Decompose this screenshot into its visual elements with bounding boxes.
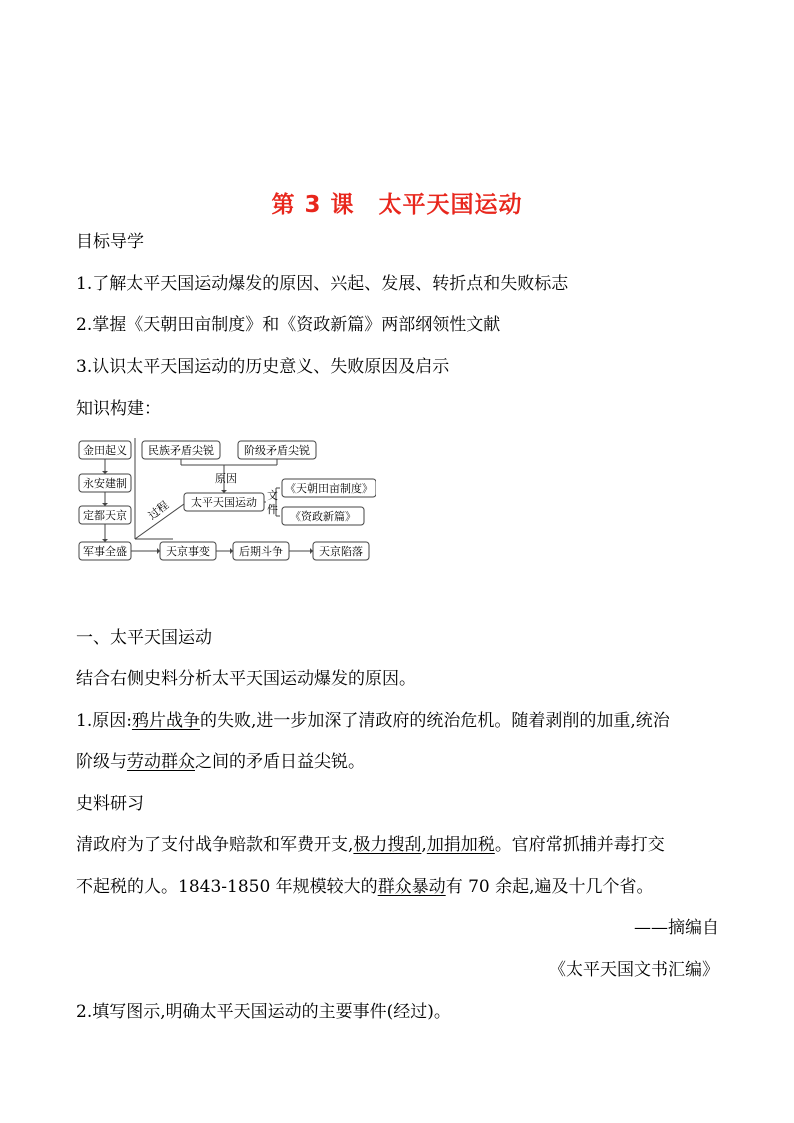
label-doc-1: 《天朝田亩制度》 (285, 482, 373, 495)
goal-item-1: 1.了解太平天国运动爆发的原因、兴起、发展、转折点和失败标志 (76, 274, 569, 294)
section1-heading: 一、太平天国运动 (76, 628, 212, 648)
label-docs-1: 文 (267, 489, 278, 502)
section1-prompt: 结合右侧史料分析太平天国运动爆发的原因。 (76, 669, 416, 689)
label-cause: 原因 (215, 472, 237, 485)
cause-line-1: 1.原因:鸦片战争的失败,进一步加深了清政府的统治危机。随着剥削的加重,统治 (76, 711, 670, 731)
label-doc-2: 《资政新篇》 (290, 510, 356, 523)
cause-line-2: 阶级与劳动群众之间的矛盾日益尖锐。 (76, 752, 365, 772)
source-line-1: 清政府为了支付战争赔款和军费开支,极力搜刮,加捐加税。官府常抓捕并毒打交 (76, 835, 665, 855)
source-line-2: 不起税的人。1843-1850 年规模较大的群众暴动有 70 余起,遍及十几个省。 (76, 877, 654, 897)
label-junshi: 军事全盛 (83, 545, 127, 558)
knowledge-heading: 知识构建： (76, 399, 161, 419)
goal-item-3: 3.认识太平天国运动的历史意义、失败原因及启示 (76, 357, 450, 377)
source-citation-2: 《太平天国文书汇编》 (549, 960, 719, 980)
label-minzu: 民族矛盾尖锐 (148, 444, 214, 457)
label-jintian: 金田起义 (83, 444, 127, 457)
label-process: 过程 (145, 498, 172, 523)
label-center: 太平天国运动 (191, 496, 257, 509)
goals-heading: 目标导学 (76, 232, 144, 252)
task-2: 2.填写图示,明确太平天国运动的主要事件(经过)。 (76, 1002, 451, 1022)
label-houqi: 后期斗争 (239, 545, 283, 558)
knowledge-diagram (76, 436, 376, 564)
source-heading: 史料研习 (76, 794, 144, 814)
label-jieji: 阶级矛盾尖锐 (244, 444, 310, 457)
label-xianluo: 天京陷落 (319, 545, 363, 558)
label-yongan: 永安建制 (83, 477, 127, 490)
blank-masses: 劳动群众 (127, 752, 195, 772)
label-docs-2: 件 (267, 503, 278, 516)
source-citation-1: ——摘编自 (634, 918, 719, 938)
goal-item-2: 2.掌握《天朝田亩制度》和《资政新篇》两部纲领性文献 (76, 315, 501, 335)
blank-opium-war: 鸦片战争 (131, 711, 200, 731)
label-tianjing-shibian: 天京事变 (166, 545, 210, 558)
label-dingdu: 定都天京 (83, 509, 127, 522)
page-title: 第 3 课 太平天国运动 (271, 192, 523, 218)
